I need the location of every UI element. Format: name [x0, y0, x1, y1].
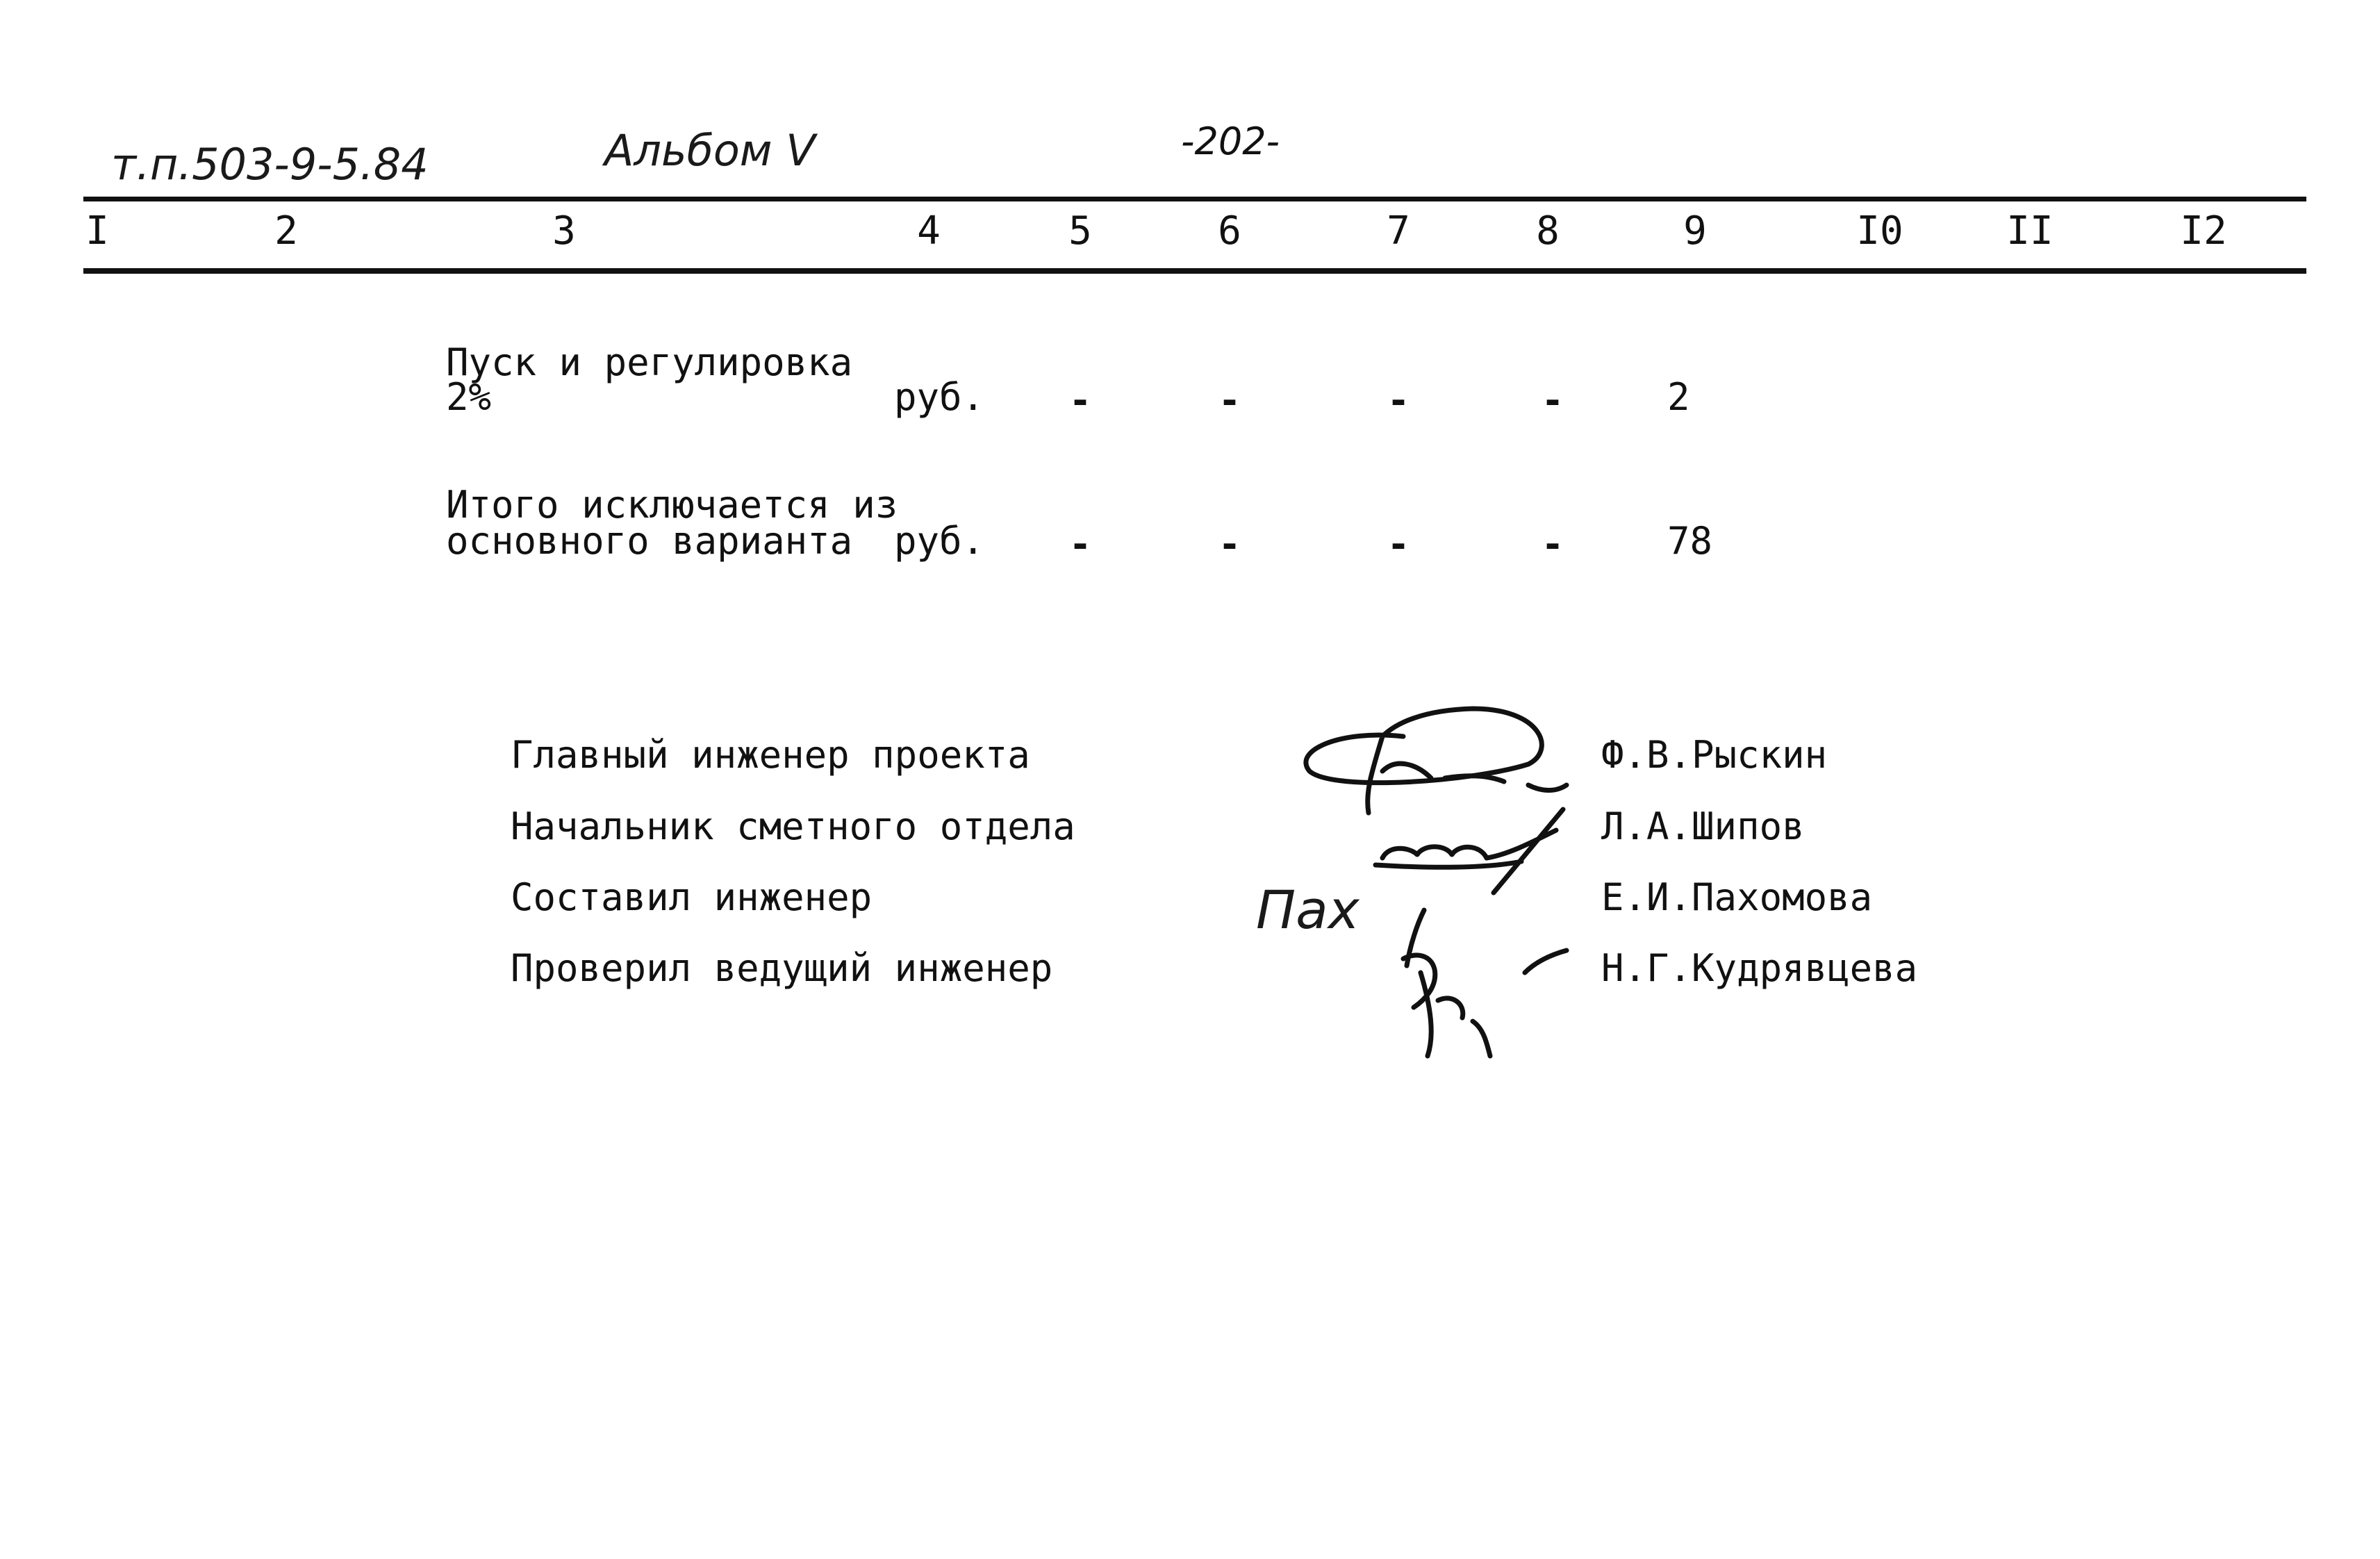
signature-role-head-of-estimates: Начальник сметного отдела: [511, 805, 1075, 848]
signature-stroke-tick: [1525, 950, 1567, 973]
row-1-col8: -: [1541, 379, 1564, 422]
handwritten-note: Пах: [1256, 879, 1360, 941]
row-1-col7: -: [1387, 379, 1410, 422]
column-number-6: 6: [1218, 208, 1241, 254]
column-number-5: 5: [1068, 208, 1092, 254]
row-2-col7: -: [1387, 522, 1410, 566]
signature-stroke-kudryavtseva: [1403, 910, 1490, 1056]
row-2-name-line1: Итого исключается из: [446, 483, 898, 527]
signature-role-compiled-by: Составил инженер: [511, 875, 873, 919]
document-code: т.п.503-9-5.84: [111, 139, 429, 190]
column-number-3: 3: [552, 208, 576, 254]
row-1-col9: 2: [1667, 375, 1690, 419]
row-2-col5: -: [1068, 522, 1092, 566]
page-number: -202-: [1181, 119, 1280, 163]
signature-name-kudryavtseva: Н.Г.Кудрявцева: [1601, 946, 1918, 990]
header-top-rule: [83, 197, 2306, 201]
row-1-col5: -: [1068, 379, 1092, 422]
signature-name-pakhomova: Е.И.Пахомова: [1601, 875, 1873, 919]
row-1-name-line2: 2%: [446, 375, 492, 419]
column-number-1: I: [85, 208, 109, 254]
row-1-col6: -: [1218, 379, 1241, 422]
column-number-2: 2: [274, 208, 298, 254]
column-number-10: I0: [1856, 208, 1903, 254]
signature-role-chief-engineer: Главный инженер проекта: [511, 733, 1030, 777]
signature-stroke-ryskin: [1306, 709, 1567, 813]
row-2-unit: руб.: [894, 519, 985, 563]
row-1-unit: руб.: [894, 375, 985, 419]
row-2-col8: -: [1541, 522, 1564, 566]
row-2-col6: -: [1218, 522, 1241, 566]
signature-name-ryskin: Ф.В.Рыскин: [1601, 733, 1828, 777]
column-number-12: I2: [2180, 208, 2227, 254]
row-1-name-line1: Пуск и регулировка: [446, 340, 853, 384]
column-number-9: 9: [1683, 208, 1707, 254]
row-2-col9: 78: [1667, 519, 1713, 563]
column-number-7: 7: [1387, 208, 1410, 254]
row-2-name-line2: основного варианта: [446, 519, 853, 563]
signature-role-checked-by: Проверил ведущий инженер: [511, 946, 1053, 990]
column-number-8: 8: [1536, 208, 1560, 254]
header-bottom-rule: [83, 268, 2306, 274]
album-label: Альбом V: [604, 125, 816, 176]
column-number-4: 4: [917, 208, 941, 254]
signature-stroke-shipov: [1375, 809, 1563, 893]
column-number-11: II: [2006, 208, 2053, 254]
signature-name-shipov: Л.А.Шипов: [1601, 805, 1805, 848]
